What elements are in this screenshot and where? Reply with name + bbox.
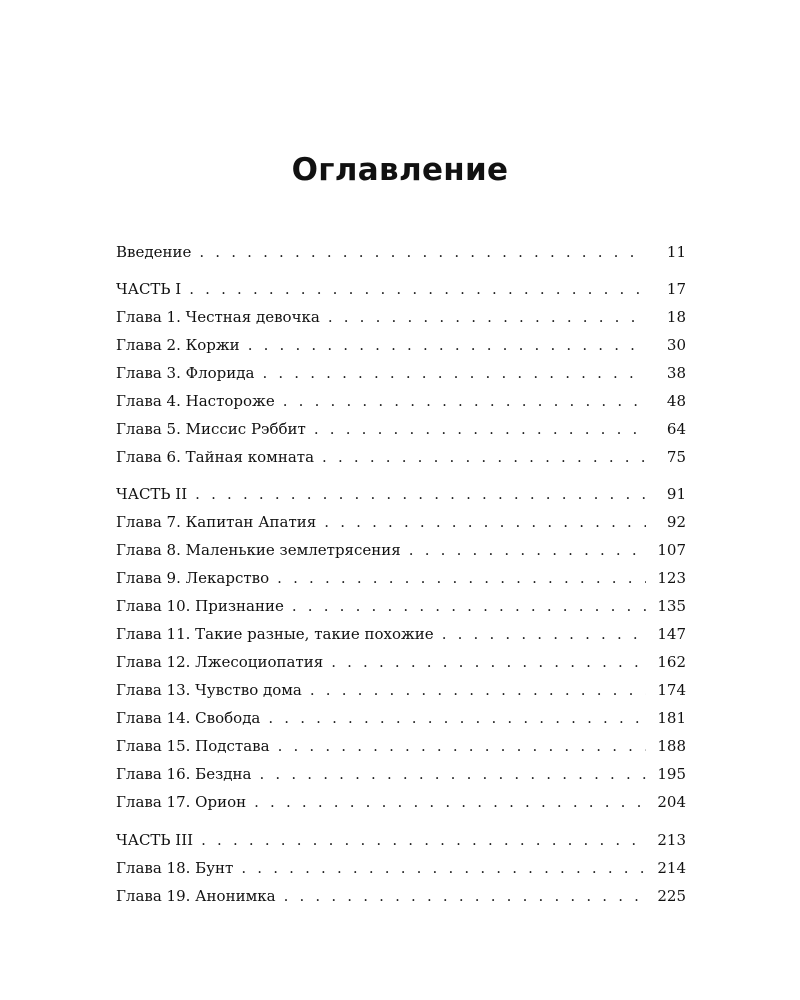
toc-entry-chapter-12[interactable]	[116, 650, 686, 674]
dot-leader	[283, 389, 646, 413]
toc-entry-chapter-15[interactable]	[116, 734, 686, 758]
toc-entry-chapter-19[interactable]	[116, 884, 686, 908]
dot-leader	[277, 566, 646, 590]
dot-leader	[322, 445, 646, 469]
toc-entry-page-number: 213	[657, 831, 686, 849]
toc-entry-label: Глава 6. Тайная комната	[116, 448, 315, 466]
toc-entry-page-number: 30	[666, 336, 686, 354]
dot-leader	[201, 828, 646, 852]
toc-entry-label: ЧАСТЬ III	[116, 831, 194, 849]
dot-leader	[310, 678, 646, 702]
toc-entry-label: Глава 1. Честная девочка	[116, 308, 320, 326]
toc-entry-label: Введение	[116, 243, 192, 261]
toc-entry-chapter-4[interactable]	[116, 389, 686, 413]
toc-entry-page-number: 135	[657, 597, 686, 615]
dot-leader	[314, 417, 646, 441]
toc-entry-chapter-6[interactable]	[116, 445, 686, 469]
toc-entry-page-number: 225	[657, 887, 686, 905]
dot-leader	[241, 856, 646, 880]
dot-leader	[324, 510, 646, 534]
toc-entry-page-number: 91	[666, 485, 686, 503]
dot-leader	[331, 650, 646, 674]
toc-entry-label: Глава 16. Бездна	[116, 765, 252, 783]
dot-leader	[259, 762, 646, 786]
toc-entry-label: Глава 19. Анонимка	[116, 887, 276, 905]
toc-entry-chapter-7[interactable]	[116, 510, 686, 534]
toc-entry-chapter-9[interactable]	[116, 566, 686, 590]
toc-entry-page-number: 204	[657, 793, 686, 811]
toc-entry-chapter-14[interactable]	[116, 706, 686, 730]
toc-entry-page-number: 11	[666, 243, 686, 261]
toc-entry-chapter-16[interactable]	[116, 762, 686, 786]
toc-entry-chapter-5[interactable]	[116, 417, 686, 441]
toc-entry-page-number: 48	[666, 392, 686, 410]
toc-entry-label: Глава 2. Коржи	[116, 336, 240, 354]
toc-entry-chapter-17[interactable]	[116, 790, 686, 814]
toc-entry-chapter-2[interactable]	[116, 333, 686, 357]
toc-entry-part-1[interactable]	[116, 277, 686, 301]
toc-entry-chapter-13[interactable]	[116, 678, 686, 702]
toc-entry-part-3[interactable]	[116, 828, 686, 852]
dot-leader	[284, 884, 646, 908]
dot-leader	[409, 538, 646, 562]
dot-leader	[195, 482, 646, 506]
dot-leader	[278, 734, 646, 758]
dot-leader	[262, 361, 646, 385]
toc-entry-label: Глава 7. Капитан Апатия	[116, 513, 317, 531]
dot-leader	[199, 240, 646, 264]
toc-entry-chapter-1[interactable]	[116, 305, 686, 329]
dot-leader	[189, 277, 646, 301]
toc-entry-chapter-8[interactable]	[116, 538, 686, 562]
toc-entry-page-number: 107	[657, 541, 686, 559]
toc-entry-page-number: 188	[657, 737, 686, 755]
toc-entry-page-number: 64	[666, 420, 686, 438]
toc-entry-label: ЧАСТЬ II	[116, 485, 188, 503]
toc-entry-page-number: 162	[657, 653, 686, 671]
page-title: Оглавление	[291, 151, 509, 188]
toc-entry-label: Глава 10. Признание	[116, 597, 284, 615]
toc-entry-label: ЧАСТЬ I	[116, 280, 182, 298]
toc-entry-label: Глава 12. Лжесоциопатия	[116, 653, 324, 671]
toc-entry-introduction[interactable]	[116, 240, 686, 264]
toc-entry-label: Глава 14. Свобода	[116, 709, 261, 727]
toc-entry-page-number: 181	[657, 709, 686, 727]
dot-leader	[328, 305, 646, 329]
toc-entry-label: Глава 18. Бунт	[116, 859, 234, 877]
toc-entry-page-number: 18	[666, 308, 686, 326]
dot-leader	[248, 333, 646, 357]
dot-leader	[442, 622, 646, 646]
toc-entry-part-2[interactable]	[116, 482, 686, 506]
toc-entry-chapter-10[interactable]	[116, 594, 686, 618]
dot-leader	[268, 706, 646, 730]
toc-entry-label: Глава 4. Настороже	[116, 392, 275, 410]
toc-entry-page-number: 123	[657, 569, 686, 587]
toc-entry-page-number: 75	[666, 448, 686, 466]
toc-entry-label: Глава 13. Чувство дома	[116, 681, 302, 699]
toc-entry-page-number: 147	[657, 625, 686, 643]
toc-entry-page-number: 195	[657, 765, 686, 783]
toc-entry-page-number: 214	[657, 859, 686, 877]
toc-entry-page-number: 92	[666, 513, 686, 531]
toc-entry-page-number: 38	[666, 364, 686, 382]
toc-entry-label: Глава 11. Такие разные, такие похожие	[116, 625, 434, 643]
toc-entry-chapter-18[interactable]	[116, 856, 686, 880]
toc-entry-label: Глава 9. Лекарство	[116, 569, 270, 587]
toc-entry-chapter-3[interactable]	[116, 361, 686, 385]
toc-entry-label: Глава 5. Миссис Рэббит	[116, 420, 306, 438]
toc-entry-chapter-11[interactable]	[116, 622, 686, 646]
dot-leader	[254, 790, 646, 814]
dot-leader	[292, 594, 646, 618]
toc-entry-label: Глава 15. Подстава	[116, 737, 270, 755]
toc-entry-label: Глава 17. Орион	[116, 793, 247, 811]
toc-entry-page-number: 174	[657, 681, 686, 699]
toc-entry-page-number: 17	[666, 280, 686, 298]
toc-entry-label: Глава 3. Флорида	[116, 364, 255, 382]
toc-entry-label: Глава 8. Маленькие землетрясения	[116, 541, 401, 559]
table-of-contents	[116, 0, 686, 1000]
